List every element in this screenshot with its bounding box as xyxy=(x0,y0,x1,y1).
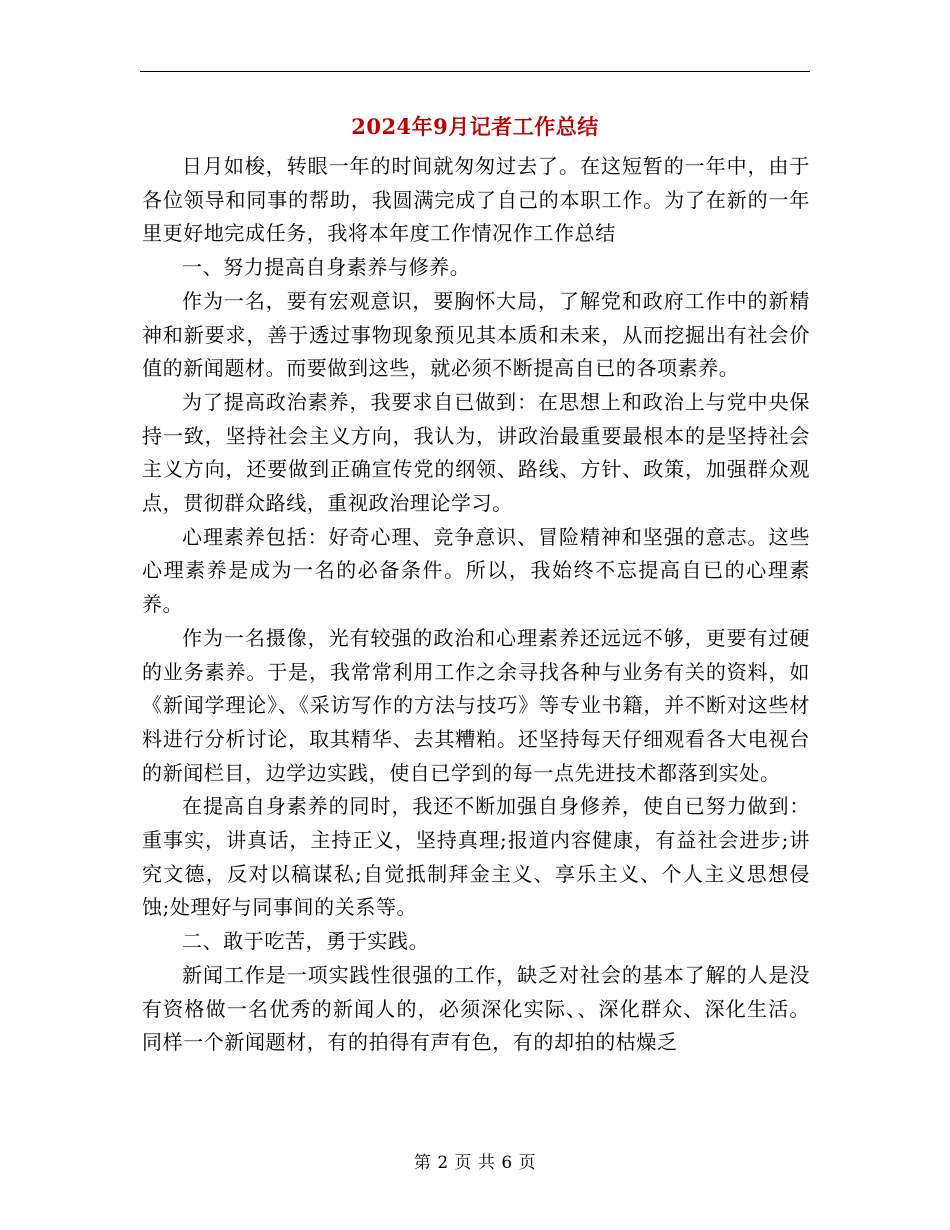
section-heading-1: 一、努力提高自身素养与修养。 xyxy=(182,255,471,280)
section-heading-2: 二、敢于吃苦，勇于实践。 xyxy=(182,929,430,954)
paragraph-cultivation: 在提高自身素养的同时，我还不断加强自身修养，使自已努力做到：重事实，讲真话，主持正义，坚持真理;报道内容健康，有益社会进步;讲究文德，反对以稿谋私;自觉抵制拜金主义、享乐主义、个人主义思想侵蚀;处理好与同事间的关系等。 xyxy=(142,794,810,920)
paragraph-intro: 日月如梭，转眼一年的时间就匆匆过去了。在这短暂的一年中，由于各位领导和同事的帮助，我圆满完成了自己的本职工作。为了在新的一年里更好地完成任务，我将本年度工作情况作工作总结 xyxy=(142,154,810,246)
page-number: 第 2 页 共 6 页 xyxy=(413,1153,537,1173)
header-rule xyxy=(140,71,810,72)
paragraph-professional: 作为一名摄像，光有较强的政治和心理素养还远远不够，更要有过硬的业务素养。于是，我常常利用工作之余寻找各种与业务有关的资料，如《新闻学理论》、《采访写作的方法与技巧》等专业书籍，并不断对这些材料进行分析讨论，取其精华、去其糟粕。还坚持每天仔细观看各大电视台的新闻栏目，边学边实践，使自已学到的每一点先进技术都落到实处。 xyxy=(142,625,810,785)
document-title: 2024年9月记者工作总结 xyxy=(351,114,599,139)
paragraph-psychological: 心理素养包括：好奇心理、竞争意识、冒险精神和坚强的意志。这些心理素养是成为一名的必备条件。所以，我始终不忘提高自已的心理素养。 xyxy=(142,524,810,617)
paragraph-practice: 新闻工作是一项实践性很强的工作，缺乏对社会的基本了解的人是没有资格做一名优秀的新闻人的，必须深化实际、、深化群众、深化生活。同样一个新闻题材，有的拍得有声有色，有的却拍的枯燥乏 xyxy=(142,962,810,1055)
paragraph-political: 为了提高政治素养，我要求自已做到：在思想上和政治上与党中央保持一致，坚持社会主义方向，我认为，讲政治最重要最根本的是坚持社会主义方向，还要做到正确宣传党的纲领、路线、方针、政策，加强群众观点，贯彻群众路线，重视政治理论学习。 xyxy=(142,389,810,516)
paragraph-awareness: 作为一名，要有宏观意识，要胸怀大局，了解党和政府工作中的新精神和新要求，善于透过事物现象预见其本质和未来，从而挖掘出有社会价值的新闻题材。而要做到这些，就必须不断提高自已的各项素养。 xyxy=(142,288,810,381)
document-body xyxy=(142,150,810,1060)
